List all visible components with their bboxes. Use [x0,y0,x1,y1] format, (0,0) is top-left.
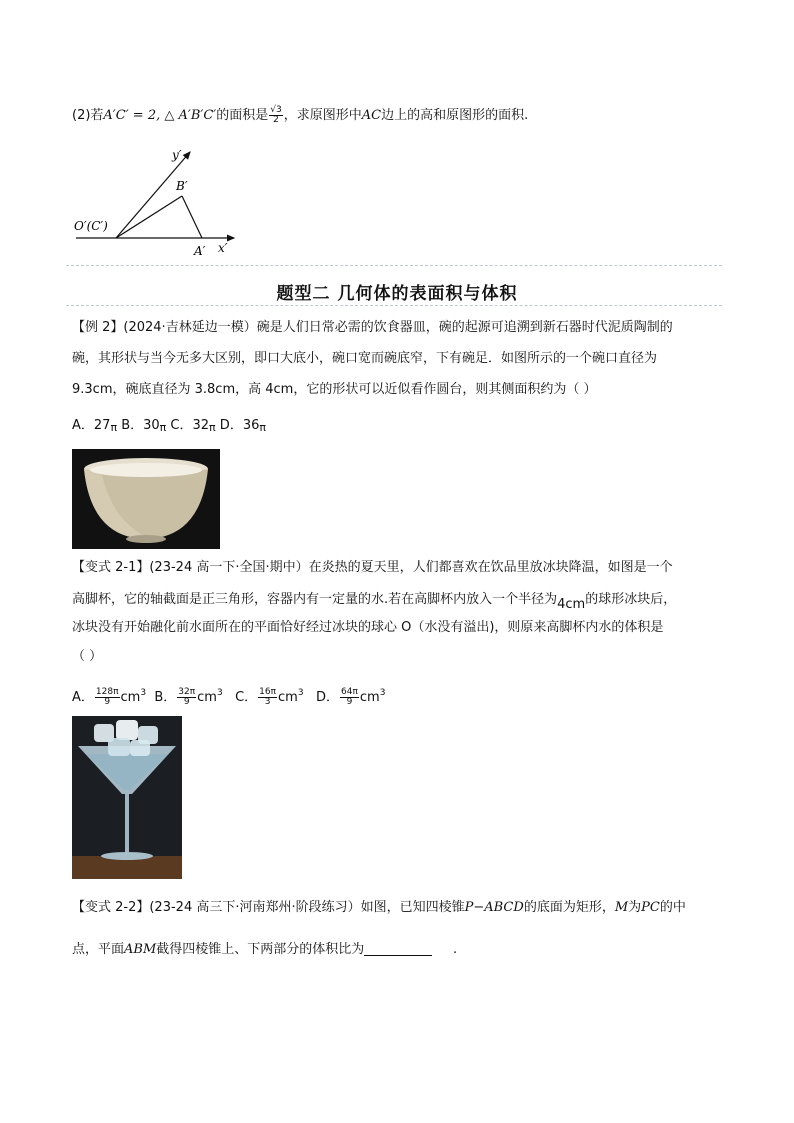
option-d: D． $\frac{64\pi}{9}$ $cm^3$ [315,687,386,707]
goblet-photo [72,716,182,879]
option-c: C．32π [166,418,216,434]
label-o: O′(C′) [74,219,108,233]
question-2-line [72,106,528,126]
q2-text-1: 的面积是 [216,108,269,123]
bowl-photo [72,449,220,549]
example-2-line-2: 碗，其形状与当今无多大区别，即口大底小，碗口宽而碗底窄，下有碗足．如图所示的一个碗口直径为 [72,351,658,366]
section-title: 题型二 几何体的表面积与体积 [276,284,518,304]
section-divider-top [66,265,722,266]
variant-2-1-options [72,683,385,708]
option-d: D．36π [215,418,266,434]
example-2-line-3: 9.3cm，碗底直径为 3.8cm，高 4cm，它的形状可以近似看作圆台，则其侧面积约为（ ） [72,382,597,397]
oblique-triangle-diagram [72,140,252,260]
q2-frac-num: √3 [270,105,282,115]
example-2-options [72,416,266,438]
option-c: C． $\frac{16\pi}{3}$ $cm^3$ [235,687,304,707]
y-axis [116,152,190,238]
variant-2-1-line-3: 冰块没有开始融化前水面所在的平面恰好经过冰块的球心 O（水没有溢出)，则原来高脚杯内水的体积是 [72,620,664,635]
variant-2-2-line-1: 【变式 2-2】(23-24 高三下·河南郑州·阶段练习）如图，已知四棱锥P−ABCD的底面为矩形，M为PC的中 [72,900,686,915]
label-x: x′ [218,241,228,255]
option-a: A． $\frac{128\pi}{9}$ $cm^3$ [72,687,147,707]
q2-frac-den: 2 [273,115,279,125]
variant-2-1-line-4: （ ） [72,649,103,664]
variant-2-1-line-1: 【变式 2-1】(23-24 高一下·全国·期中）在炎热的夏天里，人们都喜欢在饮品里放冰块降温，如图是一个 [72,560,673,575]
q2-prefix: (2)若 [72,108,104,123]
example-2-line-1: 【例 2】(2024·吉林延边一模）碗是人们日常必需的饮食器皿，碗的起源可追溯到新石器时代泥质陶制的 [72,320,673,335]
segment-cb [116,196,182,238]
q2-condition: A′C′ = 2, △ A′B′C′ [103,108,217,123]
answer-blank[interactable] [364,941,432,956]
q2-text-2: ，求原图形中 [283,108,362,123]
q2-fraction [269,106,282,125]
option-b: B． $\frac{32\pi}{9}$ $cm^3$ [154,687,223,707]
label-b: B′ [176,179,188,193]
q2-ac: AC [361,108,382,123]
option-b: B．30π [117,418,167,434]
section-divider-bottom [66,305,722,306]
option-a: A．27π [72,418,118,434]
q2-suffix: 边上的高和原图形的面积. [381,108,529,123]
label-y: y′ [172,148,182,162]
segment-ba [182,196,202,238]
variant-2-1-line-2: 高脚杯，它的轴截面是正三角形，容器内有一定量的水.若在高脚杯内放入一个半径为4cm的球形冰块后， [72,592,677,612]
label-a: A′ [194,244,206,258]
variant-2-2-line-2: 点，平面ABM截得四棱锥上、下两部分的体积比为 . [72,942,458,957]
